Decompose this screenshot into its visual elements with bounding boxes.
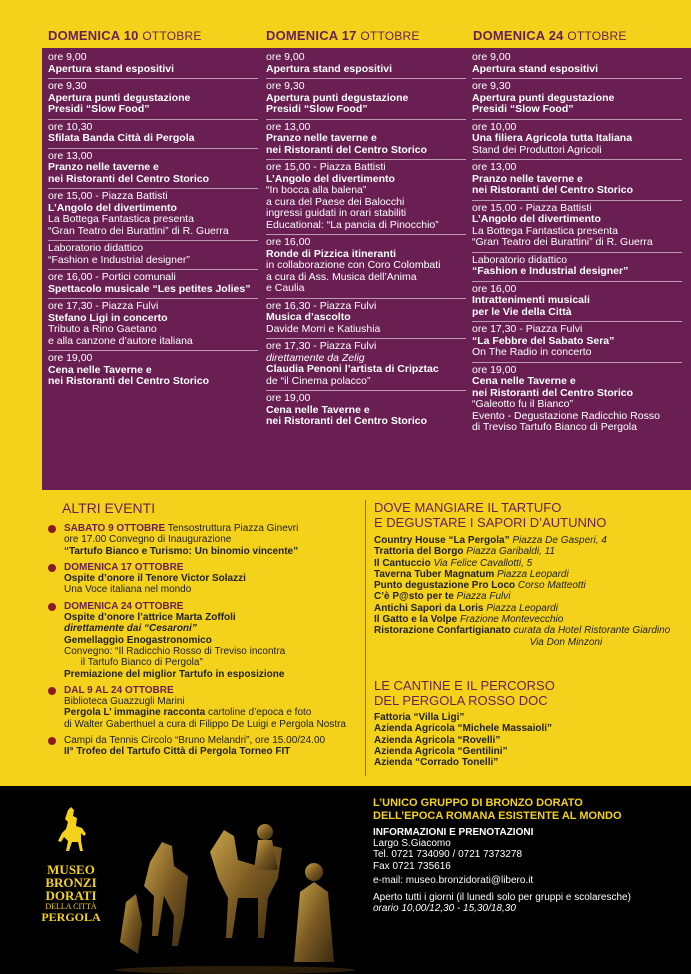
altri-eventi-title: ALTRI EVENTI (62, 500, 156, 516)
event-text: Apertura stand espositivi (472, 62, 599, 75)
restaurant-name: Punto degustazione Pro Loco (374, 580, 516, 592)
restaurant-address: Piazza Leopardi (494, 568, 569, 580)
event-text: Convegno: “Il Radicchio Rosso di Treviso incontra (64, 645, 286, 657)
event-text: Musica d’ascolto (266, 311, 351, 323)
winery-item: Azienda Agricola “Gentilini” (374, 745, 508, 757)
event-text: Stand dei Produttori Agricoli (472, 143, 602, 156)
event-text: direttamente da Zelig (266, 351, 365, 364)
event-time: ore 13,00 (472, 161, 517, 173)
event-time: ore 15,00 - Piazza Battisti (48, 190, 168, 202)
day-month: OTTOBRE (142, 29, 202, 43)
event-text: e Caulia (266, 282, 305, 294)
event-text: il Tartufo Bianco di Pergola” (64, 657, 203, 669)
event-text: Stefano Ligi in concerto (48, 311, 168, 324)
program-event (472, 52, 682, 75)
event-text: La Bottega Fantastica presenta (48, 213, 194, 225)
restaurant-item (374, 591, 670, 602)
event-time: ore 9,00 (266, 51, 305, 63)
event-text: nei Ristoranti del Centro Storico (48, 375, 210, 387)
altri-evento (48, 601, 358, 680)
divider (365, 500, 366, 776)
winery-item: Azienda Agricola “Michele Massaioli” (374, 723, 553, 735)
day-column-1 (48, 52, 258, 391)
event-time: ore 9,00 (472, 51, 511, 63)
event-text: nei Ristoranti del Centro Storico (266, 415, 428, 427)
event-text: Pranzo nelle taverne e (266, 132, 377, 144)
restaurant-item (374, 569, 670, 580)
event-text: L’Angolo del divertimento (48, 201, 177, 214)
program-event (48, 52, 258, 75)
event-text: nei Ristoranti del Centro Storico (472, 386, 634, 399)
restaurant-address: Via Felice Cavallotti, 5 (430, 557, 533, 569)
day-header-2 (266, 28, 420, 43)
event-text: Tributo a Rino Gaetano (48, 323, 157, 335)
event-time: ore 16,00 (266, 236, 311, 248)
restaurant-item (374, 535, 670, 546)
event-time: ore 10,30 (48, 120, 93, 133)
day-month: OTTOBRE (567, 29, 627, 43)
event-text: Una filiera Agricola tutta Italiana (472, 132, 633, 144)
restaurant-name: Antichi Sapori da Loris (374, 602, 484, 614)
event-time: ore 19,00 (472, 363, 517, 376)
program-event (472, 252, 682, 278)
restaurant-address: Piazza Leopardi (483, 602, 558, 614)
event-text: “In bocca alla balena” (266, 184, 367, 196)
event-time: ore 16,30 - Piazza Fulvi (266, 299, 377, 312)
equestrian-statue-icon (51, 806, 91, 858)
event-time: ore 13,00 (266, 120, 311, 133)
restaurant-address: Piazza Garibaldi, 11 (463, 546, 555, 558)
event-text: Presidi “Slow Food” (472, 103, 574, 115)
event-text: ore 17.00 Convegno di Inaugurazione (64, 534, 232, 546)
program-event (266, 338, 466, 387)
program-event (266, 159, 466, 231)
event-text: Davide Morri e Katiushia (266, 322, 381, 335)
event-text: Premiazione del miglior Tartufo in esposizione (64, 668, 285, 680)
program-event (48, 240, 258, 266)
event-text: Sfilata Banda Città di Pergola (48, 132, 195, 144)
program-event (48, 188, 258, 237)
event-time: ore 15,00 - Piazza Battisti (472, 201, 592, 214)
event-text: e alla canzone d’autore italiana (48, 334, 193, 347)
day-header-3 (473, 28, 627, 43)
event-text: Apertura punti degustazione (266, 91, 409, 104)
restaurant-address: Via Don Minzoni (374, 636, 603, 648)
restaurant-address: Hotel Ristorante Giardino (557, 625, 671, 637)
event-text: Presidi “Slow Food” (48, 103, 150, 115)
program-event (472, 321, 682, 359)
restaurant-item (374, 580, 670, 591)
program-event (472, 159, 682, 197)
event-text: nei Ristoranti del Centro Storico (472, 184, 634, 196)
logo-line: DORATI (45, 888, 97, 903)
museo-hours-detail: orario 10,00/12,30 - 15,30/18,30 (373, 903, 516, 915)
event-text: “Fashion e Industrial designer” (472, 265, 629, 277)
program-event (472, 119, 682, 157)
event-time: ore 17,30 - Piazza Fulvi (266, 340, 377, 352)
event-text: Apertura stand espositivi (266, 62, 393, 75)
winery-item: Azienda “Corrado Tonelli” (374, 757, 499, 769)
event-text: in collaborazione con Coro Colombati (266, 259, 441, 271)
altri-evento (48, 735, 358, 758)
program-event (266, 390, 466, 428)
museo-fax: Fax 0721 735616 (373, 860, 451, 872)
event-time: ore 19,00 (266, 392, 311, 404)
restaurant-address: curata da (510, 625, 558, 637)
event-time: ore 13,00 (48, 149, 93, 162)
day-title: DOMENICA 17 (266, 28, 357, 43)
event-text: per le Vie della Città (472, 305, 572, 318)
event-time: ore 17,30 - Piazza Fulvi (48, 300, 159, 312)
event-text: “Galeotto fu il Bianco” (472, 398, 573, 410)
event-time: ore 9,00 (48, 51, 87, 63)
restaurant-name: Trattoria del Borgo (374, 546, 464, 558)
event-text: “Tartufo Bianco e Turismo: Un binomio vincente” (64, 545, 299, 557)
event-text: Cena nelle Taverne e (472, 375, 576, 387)
event-text: a cura del Paese dei Balocchi (266, 195, 405, 208)
restaurant-name: Ristorazione Confartigianato (374, 625, 511, 637)
museo-hours: Aperto tutti i giorni (il lunedì solo per gruppi e scolaresche) (373, 892, 631, 904)
museo-headline: L’UNICO GRUPPO DI BRONZO DORATO (373, 797, 583, 809)
program-event (266, 298, 466, 336)
event-text: L’Angolo del divertimento (266, 172, 395, 185)
event-text: Claudia Penoni l’artista di Cripztac (266, 363, 439, 375)
day-column-2 (266, 52, 466, 431)
event-time: Laboratorio didattico (48, 242, 144, 254)
program-event (472, 200, 682, 249)
event-text: Pergola L’ immagine racconta (64, 707, 206, 719)
program-event (472, 78, 682, 116)
restaurant-address: Piazza De Gasperi, 4 (509, 535, 607, 546)
bullet-icon (48, 687, 56, 695)
event-text: Ospite d’onore il Tenore Victor Solazzi (64, 573, 246, 585)
restaurant-item (374, 614, 670, 625)
event-text: L’Angolo del divertimento (472, 213, 601, 225)
restaurant-name: Country House “La Pergola” (374, 535, 510, 546)
event-time: ore 17,30 - Piazza Fulvi (472, 323, 583, 335)
altri-evento (48, 685, 358, 730)
event-text: Apertura stand espositivi (48, 62, 175, 75)
program-event (266, 78, 466, 116)
event-text: de “il Cinema polacco” (266, 374, 371, 387)
event-date: DAL 9 AL 24 OTTOBRE (64, 684, 174, 696)
program-event (48, 148, 258, 186)
event-date: DOMENICA 17 OTTOBRE (64, 561, 184, 573)
bullet-icon (48, 525, 56, 533)
program-event (472, 281, 682, 319)
logo-line: BRONZI (45, 875, 97, 890)
event-date: SABATO 9 OTTOBRE (64, 523, 166, 534)
event-text: Cena nelle Taverne e (266, 403, 370, 416)
restaurant-item (374, 558, 670, 569)
event-text: La Bottega Fantastica presenta (472, 224, 618, 237)
event-time: ore 9,30 (48, 80, 87, 92)
event-time: ore 9,30 (472, 80, 511, 92)
event-text: nei Ristoranti del Centro Storico (266, 143, 428, 156)
event-text: Ospite d’onore l’attrice Marta Zoffoli (64, 612, 236, 624)
event-text: Spettacolo musicale “Les petites Jolies” (48, 282, 251, 295)
cantine-title: LE CANTINE E IL PERCORSO DEL PERGOLA ROSSO DOC (374, 678, 555, 708)
info-title: INFORMAZIONI E PRENOTAZIONI (373, 827, 534, 838)
program-event (266, 52, 466, 75)
winery-item: Fattoria “Villa Ligi” (374, 712, 465, 723)
dove-mangiare-title: DOVE MANGIARE IL TARTUFO E DEGUSTARE I SAPORI D’AUTUNNO (374, 500, 607, 530)
museo-info (373, 797, 631, 914)
winery-list (374, 712, 555, 768)
event-text: Intrattenimenti musicali (472, 294, 590, 306)
event-text: Gemellaggio Enogastronomico (64, 634, 212, 646)
event-text: Ronde di Pizzica itineranti (266, 247, 397, 260)
museo-tel: Tel. 0721 734090 / 0721 7373278 (373, 849, 523, 861)
bullet-icon (48, 737, 56, 745)
event-text: Educational: “La pancia di Pinocchio” (266, 218, 439, 231)
restaurant-name: Il Cantuccio (374, 557, 431, 569)
restaurant-item (374, 637, 670, 648)
program-event (48, 119, 258, 145)
event-text: a cura di Ass. Musica dell’Anima (266, 270, 417, 283)
restaurant-name: Taverna Tuber Magnatum (374, 568, 495, 580)
event-time: Laboratorio didattico (472, 253, 568, 266)
program-event (48, 269, 258, 295)
event-text: Apertura punti degustazione (472, 91, 615, 104)
event-text: Pranzo nelle taverne e (472, 172, 583, 185)
day-title: DOMENICA 24 (473, 28, 564, 43)
logo-line: MUSEO (47, 862, 95, 877)
event-text: Pranzo nelle taverne e (48, 161, 159, 173)
event-date: DOMENICA 24 OTTOBRE (64, 600, 184, 612)
winery-item: Azienda Agricola “Rovelli” (374, 734, 501, 746)
event-text: II° Trofeo del Tartufo Città di Pergola Torneo FIT (64, 746, 291, 758)
restaurant-item (374, 603, 670, 614)
restaurant-item (374, 625, 670, 636)
restaurant-name: C’è P@sto per te (374, 591, 454, 603)
museo-email[interactable]: e-mail: museo.bronzidorati@libero.it (373, 874, 534, 886)
event-text: direttamente dai “Cesaroni” (64, 623, 197, 635)
event-text: Biblioteca Guazzugli Marini (64, 696, 185, 708)
bullet-icon (48, 603, 56, 611)
day-header-1 (48, 28, 202, 43)
event-time: ore 15,00 - Piazza Battisti (266, 161, 386, 173)
event-text: “Gran Teatro dei Burattini” di R. Guerra (48, 224, 229, 237)
logo-city: PERGOLA (41, 910, 101, 924)
bullet-icon (48, 564, 56, 572)
museo-logo (40, 806, 102, 924)
event-text: Tensostruttura Piazza Ginevri (165, 523, 299, 534)
altri-evento (48, 523, 358, 557)
event-time: ore 16,00 - Portici comunali (48, 271, 176, 283)
cantine-section (374, 678, 555, 768)
event-text: cartoline d’epoca e foto (205, 707, 312, 719)
event-text: Campi da Tennis Circolo “Bruno Melandri”, ore 15.00/24.00 (64, 735, 326, 747)
event-text: Una Voce italiana nel mondo (64, 584, 192, 596)
event-text: On The Radio in concerto (472, 346, 592, 358)
museo-address: Largo S.Giacomo (373, 838, 451, 850)
program-event (266, 234, 466, 295)
program-event (48, 350, 258, 388)
bronze-statues-image (110, 792, 360, 974)
restaurant-address: Corso Matteotti (515, 580, 586, 592)
restaurant-list (374, 535, 670, 648)
museo-headline: DELL’EPOCA ROMANA ESISTENTE AL MONDO (373, 810, 622, 822)
restaurant-address: Piazza Fulvi (453, 591, 511, 603)
program-event (266, 119, 466, 157)
dove-mangiare-section (374, 500, 670, 648)
day-month: OTTOBRE (360, 29, 420, 43)
event-text: Cena nelle Taverne e (48, 363, 152, 376)
event-text: di Walter Gaberthuel a cura di Filippo De Luigi e Pergola Nostra (64, 718, 346, 730)
event-text: Evento - Degustazione Radicchio Rosso (472, 409, 660, 422)
logo-subline: DELLA CITTÀ (45, 902, 97, 911)
event-text: Apertura punti degustazione (48, 91, 191, 104)
restaurant-name: Il Gatto e la Volpe (374, 614, 458, 626)
event-time: ore 10,00 (472, 120, 517, 133)
program-event (472, 362, 682, 434)
event-time: ore 9,30 (266, 80, 305, 92)
restaurant-item (374, 546, 670, 557)
altri-evento (48, 562, 358, 596)
program-event (48, 298, 258, 347)
event-time: ore 16,00 (472, 282, 517, 295)
program-event (48, 78, 258, 116)
event-text: ingressi guidati in orari stabiliti (266, 207, 407, 219)
altri-eventi-list (48, 523, 358, 763)
day-title: DOMENICA 10 (48, 28, 139, 43)
event-text: di Treviso Tartufo Bianco di Pergola (472, 421, 637, 433)
event-text: “La Febbre del Sabato Sera” (472, 334, 615, 347)
day-column-3 (472, 52, 682, 437)
event-text: Presidi “Slow Food” (266, 103, 368, 115)
event-text: “Gran Teatro dei Burattini” di R. Guerra (472, 236, 653, 248)
event-text: nei Ristoranti del Centro Storico (48, 172, 210, 185)
restaurant-address: Frazione Montevecchio (457, 614, 564, 626)
event-text: “Fashion e Industrial designer” (48, 253, 190, 266)
event-time: ore 19,00 (48, 352, 93, 364)
